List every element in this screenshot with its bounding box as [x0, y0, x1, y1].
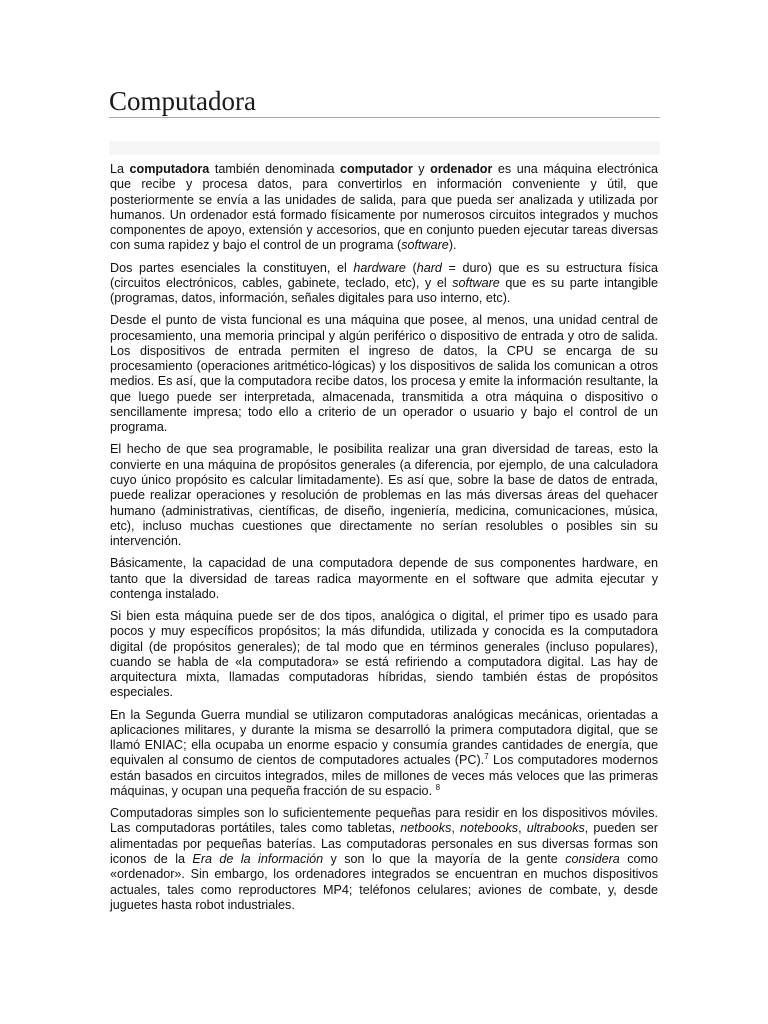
italic-term: notebooks — [459, 821, 519, 836]
paragraph — [110, 806, 658, 913]
text-run: ( — [405, 260, 417, 275]
page-title: Computadora — [109, 86, 256, 116]
paragraph — [110, 708, 658, 800]
text-run: Básicamente, la capacidad de una computadora depende de sus componentes hardware, en tanto que la diversidad de tareas radica mayormente en el software que admita ejecutar y contenga instalado. — [110, 556, 658, 601]
bold-term: computadora — [129, 162, 210, 176]
text-run: La — [110, 162, 130, 176]
text-run: como «ordenador». Sin embargo, los ordenadores integrados se encuentran en muchos dispositivos actuales, tales como reproductores MP4; teléfonos celulares; aviones de combate, y, desde juguetes hasta robot industriales. — [110, 852, 658, 912]
italic-term: hardware — [353, 260, 406, 275]
text-run: que es su parte intangible (programas, datos, información, señales digitales para uso interno, etc). — [110, 275, 659, 306]
text-run: , pueden ser alimentadas por pequeñas baterías. Las computadoras personales en sus diversas formas son iconos de la — [110, 821, 658, 867]
text-run: ). — [448, 238, 457, 253]
text-run: Computadoras simples son lo suficientemente pequeñas para residir en los dispositivos móviles. Las computadoras portátiles, tales como tabletas, — [110, 806, 658, 836]
text-run: El hecho de que sea programable, le posibilita realizar una gran diversidad de tareas, esto la convierte en una máquina de propósitos generales (a diferencia, por ejemplo, de una calculadora cuyo único propósito es calcular limitadamente). Es así que, sobre la base de datos de entrada, puede realizar operaciones y resolución de problemas en las más diversas áreas del quehacer humano (administrativas, científicas, de diseño, ingeniería, medicina, comunicaciones, música, etc), incluso muchas cuestiones que directamente no serían resolubles o posibles sin su intervención. — [110, 442, 658, 549]
paragraph — [110, 442, 658, 549]
paragraph — [110, 313, 658, 435]
header-band — [109, 141, 660, 155]
text-run: , — [451, 821, 460, 836]
text-run: , — [518, 821, 527, 836]
article-body — [110, 162, 658, 920]
text-run: = duro) que es su estructura física (circuitos electrónicos, cables, gabinete, teclado, etc), y el — [110, 260, 658, 290]
footnote-reference[interactable]: 8 — [435, 782, 441, 792]
paragraph — [110, 609, 658, 701]
text-run: Si bien esta máquina puede ser de dos tipos, analógica o digital, el primer tipo es usado para pocos y muy específicos propósitos; la más difundida, utilizada y conocida es la computadora digital (de propósitos generales); de tal modo que en términos generales (incluso populares), cuando se habla de «la computadora» se está refiriendo a computadora digital. Las hay de arquitectura mixta, llamadas computadoras híbridas, siendo también éstas de propósitos especiales. — [110, 609, 658, 700]
italic-term: hard — [416, 260, 442, 275]
italic-term: software — [452, 275, 500, 290]
footnote-reference[interactable]: 7 — [484, 752, 489, 762]
title-divider — [109, 117, 660, 118]
italic-term: considera — [565, 852, 620, 867]
paragraph — [110, 162, 658, 254]
bold-term: ordenador — [430, 162, 493, 176]
text-run: es una máquina electrónica que recibe y procesa datos, para convertirlos en información conveniente y útil, que posteriormente se envía a las unidades de salida, para que pueda ser analizada y utilizada por humanos. Un ordenador está formado físicamente por numerosos circuitos integrados y muchos componentes de apoyo, extensión y accesorios, que en conjunto pueden ejecutar tareas diversas con suma rapidez y bajo el control de un programa ( — [110, 162, 658, 253]
italic-term: netbooks — [400, 821, 452, 836]
paragraph — [110, 261, 658, 307]
text-run: y son lo que la mayoría de la gente — [323, 852, 566, 867]
text-run: Dos partes esenciales la constituyen, el — [110, 260, 354, 275]
italic-term: ultrabooks — [526, 821, 585, 836]
bold-term: computador — [340, 162, 413, 176]
text-run: y — [412, 162, 431, 176]
text-run: En la Segunda Guerra mundial se utilizaron computadoras analógicas mecánicas, orientadas a aplicaciones militares, y durante la misma se desarrolló la primera computadora digital, que se llamó ENIAC; ella ocupaba un enorme espacio y consumía grandes cantidades de energía, que equivalen al consumo de cientos de computadores actuales (PC). — [110, 707, 658, 768]
italic-term: Era de la información — [192, 852, 324, 867]
text-run: Los computadores modernos están basados en circuitos integrados, miles de millones de veces más veloces que las primeras máquinas, y ocupan una pequeña fracción de su espacio. — [110, 753, 659, 799]
text-run: Desde el punto de vista funcional es una máquina que posee, al menos, una unidad central de procesamiento, una memoria principal y algún periférico o dispositivo de entrada y otro de salida. Los dispositivos de entrada permiten el ingreso de datos, la CPU se encarga de su procesamiento (operaciones aritmético-lógicas) y los dispositivos de salida los comunican a otros medios. Es así, que la computadora recibe datos, los procesa y emite la información resultante, la que luego puede ser interpretada, almacenada, transmitida a otra máquina o dispositivo o sencillamente impresa; todo ello a criterio de un operador o usuario y bajo el control de un programa. — [110, 313, 658, 435]
paragraph — [110, 556, 658, 602]
text-run: también denominada — [209, 162, 340, 176]
italic-term: software — [401, 238, 449, 253]
